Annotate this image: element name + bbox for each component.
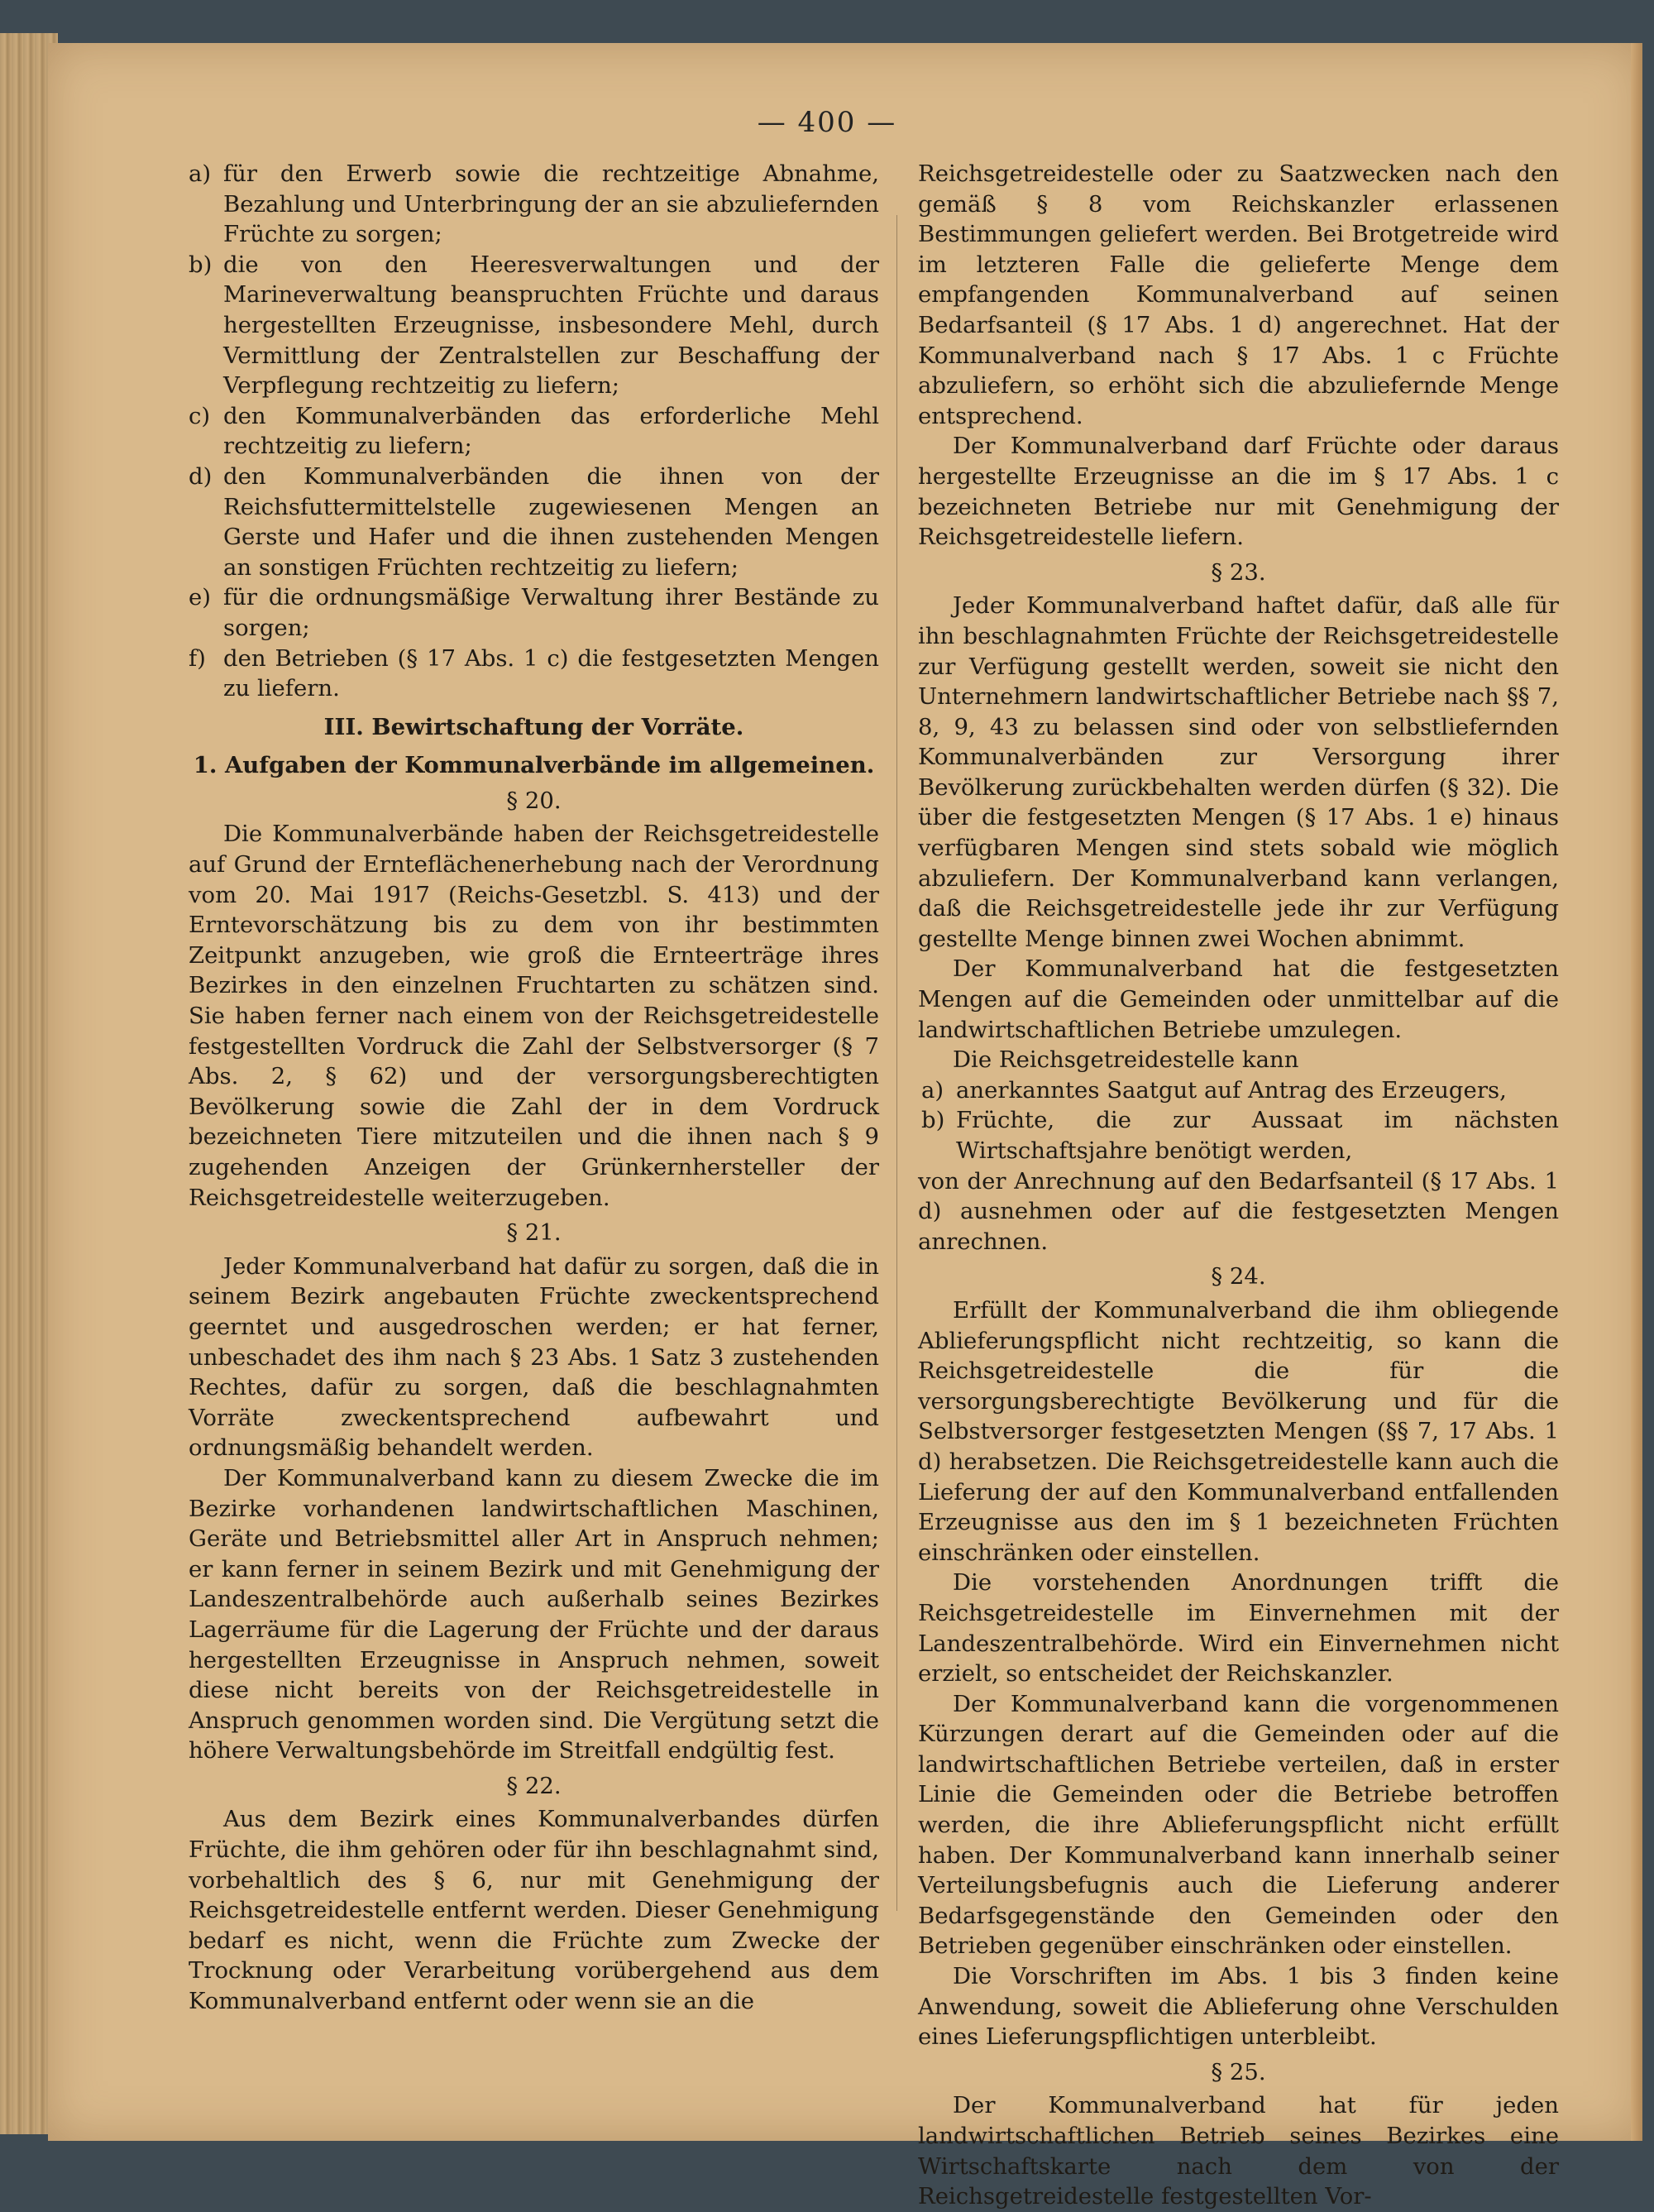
paragraph: Reichsgetreidestelle oder zu Saatzwecken nach den gemäß § 8 vom Reichskanzler erlassenen Bestimmungen geliefert werden. Bei Brotgetreide wird im letzteren Falle die gelieferte Menge dem empfangenden Kommunalverband auf seinen Bedarfsanteil (§ 17 Abs. 1 d) angerechnet. Hat der Kommunalverband nach § 17 Abs. 1 c Früchte abzuliefern, so erhöht sich die abzuliefernde Menge entsprechend. xyxy=(918,160,1559,429)
list-item xyxy=(189,644,879,704)
section-title-21: § 21. xyxy=(506,1219,562,1247)
page-number: — 400 — xyxy=(757,106,897,139)
subchapter-heading: 1. Aufgaben der Kommunalverbände im allgemeinen. xyxy=(193,752,875,779)
section-title-23: § 23. xyxy=(1211,558,1266,586)
list-marker: b) xyxy=(921,1107,945,1134)
list-text: für den Erwerb sowie die rechtzeitige Abnahme, Bezahlung und Unterbringung der an sie abzuliefernden Früchte zu sorgen; xyxy=(223,160,879,248)
section-title-20: § 20. xyxy=(506,787,562,814)
list-item xyxy=(189,250,879,401)
list-text: anerkanntes Saatgut auf Antrag des Erzeugers, xyxy=(956,1076,1507,1104)
paragraph: von der Anrechnung auf den Bedarfsanteil (§ 17 Abs. 1 d) ausnehmen oder auf die festgesetzten Mengen anrechnen. xyxy=(918,1167,1559,1255)
list-item xyxy=(189,159,879,250)
paragraph: Der Kommunalverband kann die vorgenommenen Kürzungen derart auf die Gemeinden oder auf die landwirtschaftlichen Betriebe verteilen, daß in erster Linie die Gemeinden oder die Betriebe betroffen werden, die ihre Ablieferungspflicht nicht erfüllt haben. Der Kommunalverband kann innerhalb seiner Verteilungsbefugnis auch die Lieferung anderer Bedarfsgegenstände den Gemeinden oder den Betrieben gegenüber einschränken oder einstellen. xyxy=(918,1690,1559,1960)
list-marker: a) xyxy=(921,1076,944,1104)
list-text: die von den Heeresverwaltungen und der Marineverwaltung beanspruchten Früchte und daraus hergestellten Erzeugnisse, insbesondere Mehl, durch Vermittlung der Zentralstellen zur Beschaffung der Verpflegung rechtzeitig zu liefern; xyxy=(223,251,879,400)
list-marker: c) xyxy=(189,402,211,429)
list-item xyxy=(189,401,879,462)
paragraph: Der Kommunalverband darf Früchte oder daraus hergestellte Erzeugnisse an die im § 17 Abs. 1 c bezeichneten Betriebe nur mit Genehmigung der Reichsgetreidestelle liefern. xyxy=(918,433,1559,551)
list-item xyxy=(189,462,879,582)
column-divider xyxy=(896,215,897,1911)
right-column xyxy=(918,159,1559,2212)
list-marker: a) xyxy=(189,160,212,187)
page-edge xyxy=(1631,43,1642,2141)
paragraph: Aus dem Bezirk eines Kommunalverbandes dürfen Früchte, die ihm gehören oder für ihn beschlagnahmt sind, vorbehaltlich des § 6, nur mit Genehmigung der Reichsgetreidestelle entfernt werden. Dieser Genehmigung bedarf es nicht, wenn die Früchte zum Zwecke der Trocknung oder Verarbeitung vorübergehend aus dem Kommunalverband entfernt oder wenn sie an die xyxy=(189,1806,879,2015)
list-item xyxy=(918,1075,1559,1106)
section-title-24: § 24. xyxy=(1211,1263,1266,1290)
list-text: den Kommunalverbänden die ihnen von der Reichsfuttermittelstelle zugewiesenen Mengen an Gerste und Hafer und die ihnen zustehenden Mengen an sonstigen Früchten rechtzeitig zu liefern; xyxy=(223,462,879,581)
chapter-heading: III. Bewirtschaftung der Vorräte. xyxy=(323,713,744,740)
paragraph: Die Reichsgetreidestelle kann xyxy=(953,1046,1299,1074)
list-marker: e) xyxy=(189,584,212,611)
paragraph: Der Kommunalverband hat die festgesetzten Mengen auf die Gemeinden oder unmittelbar auf die landwirtschaftlichen Betriebe umzulegen. xyxy=(918,955,1559,1043)
paragraph: Der Kommunalverband kann zu diesem Zwecke die im Bezirke vorhandenen landwirtschaftlichen Maschinen, Geräte und Betriebsmittel aller Art in Anspruch nehmen; er kann ferner in seinem Bezirk und mit Genehmigung der Landeszentralbehörde auch außerhalb seines Bezirkes Lagerräume für die Lagerung der Früchte und der daraus hergestellten Erzeugnisse in Anspruch nehmen, soweit diese nicht bereits von der Reichsgetreidestelle in Anspruch genommen worden sind. Die Vergütung setzt die höhere Verwaltungsbehörde im Streitfall endgültig fest. xyxy=(189,1464,879,1764)
paragraph: Jeder Kommunalverband hat dafür zu sorgen, daß die in seinem Bezirk angebauten Früchte zweckentsprechend geerntet und ausgedroschen werden; er hat ferner, unbeschadet des ihm nach § 23 Abs. 1 Satz 3 zustehenden Rechtes, dafür zu sorgen, daß die beschlagnahmten Vorräte zweckentsprechend aufbewahrt und ordnungsmäßig behandelt werden. xyxy=(189,1252,879,1462)
section-title-25: § 25. xyxy=(1211,2058,1266,2085)
left-column xyxy=(189,159,879,2017)
list-item xyxy=(189,582,879,643)
paragraph: Die Vorschriften im Abs. 1 bis 3 finden keine Anwendung, soweit die Ablieferung ohne Verschulden eines Lieferungspflichtigen unterbleibt. xyxy=(918,1963,1559,2051)
section-title-22: § 22. xyxy=(506,1772,562,1799)
list-text: den Kommunalverbänden das erforderliche Mehl rechtzeitig zu liefern; xyxy=(223,402,879,460)
list-text: den Betrieben (§ 17 Abs. 1 c) die festgesetzten Mengen zu liefern. xyxy=(223,644,879,702)
list-item xyxy=(918,1105,1559,1166)
paragraph: Jeder Kommunalverband haftet dafür, daß alle für ihn beschlagnahmten Früchte der Reichsgetreidestelle zur Verfügung gestellt werden, soweit sie nicht den Unternehmern landwirtschaftlicher Betriebe nach §§ 7, 8, 9, 43 zu belassen sind oder von selbstliefernden Kommunalverbänden zur Versorgung ihrer Bevölkerung zurückbehalten werden dürfen (§ 32). Die über die festgesetzten Mengen (§ 17 Abs. 1 e) hinaus verfügbaren Mengen sind stets sobald wie möglich abzuliefern. Der Kommunalverband kann verlangen, daß die Reichsgetreidestelle jede ihr zur Verfügung gestellte Menge binnen zwei Wochen abnimmt. xyxy=(918,592,1559,952)
list-marker: d) xyxy=(189,462,213,490)
paragraph: Erfüllt der Kommunalverband die ihm obliegende Ablieferungspflicht nicht rechtzeitig, so kann die Reichsgetreidestelle die für die versorgungsberechtigte Bevölkerung und für die Selbstversorger festgesetzten Mengen (§§ 7, 17 Abs. 1 d) herabsetzen. Die Reichsgetreidestelle kann auch die Lieferung der auf den Kommunalverband entfallenden Erzeugnisse aus den im § 1 bezeichneten Früchten einschränken oder einstellen. xyxy=(918,1296,1559,1566)
paragraph: Der Kommunalverband hat für jeden landwirtschaftlichen Betrieb seines Bezirkes eine Wirtschaftskarte nach dem von der Reichsgetreidestelle festgestellten Vor- xyxy=(918,2092,1559,2210)
list-marker: f) xyxy=(189,644,206,672)
list-marker: b) xyxy=(189,251,213,278)
list-text: Früchte, die zur Aussaat im nächsten Wirtschaftsjahre benötigt werden, xyxy=(956,1107,1559,1164)
paragraph: Die Kommunalverbände haben der Reichsgetreidestelle auf Grund der Ernteflächenerhebung nach der Verordnung vom 20. Mai 1917 (Reichs-Gesetzbl. S. 413) und der Erntevorschätzung bis zu dem von ihr bestimmten Zeitpunkt anzugeben, wie groß die Ernteerträge ihres Bezirkes in den einzelnen Fruchtarten zu schätzen sind. Sie haben ferner nach einem von der Reichsgetreidestelle festgestellten Vordruck die Zahl der Selbstversorger (§ 7 Abs. 2, § 62) und der versorgungsberechtigten Bevölkerung sowie die Zahl der in dem Vordruck bezeichneten Tiere mitzuteilen und die ihnen nach § 9 zugehenden Anzeigen der Grünkernhersteller der Reichsgetreidestelle weiterzugeben. xyxy=(189,821,879,1211)
list-text: für die ordnungsmäßige Verwaltung ihrer Bestände zu sorgen; xyxy=(223,584,879,641)
paragraph: Die vorstehenden Anordnungen trifft die Reichsgetreidestelle im Einvernehmen mit der Landeszentralbehörde. Wird ein Einvernehmen nicht erzielt, so entscheidet der Reichskanzler. xyxy=(918,1569,1559,1688)
